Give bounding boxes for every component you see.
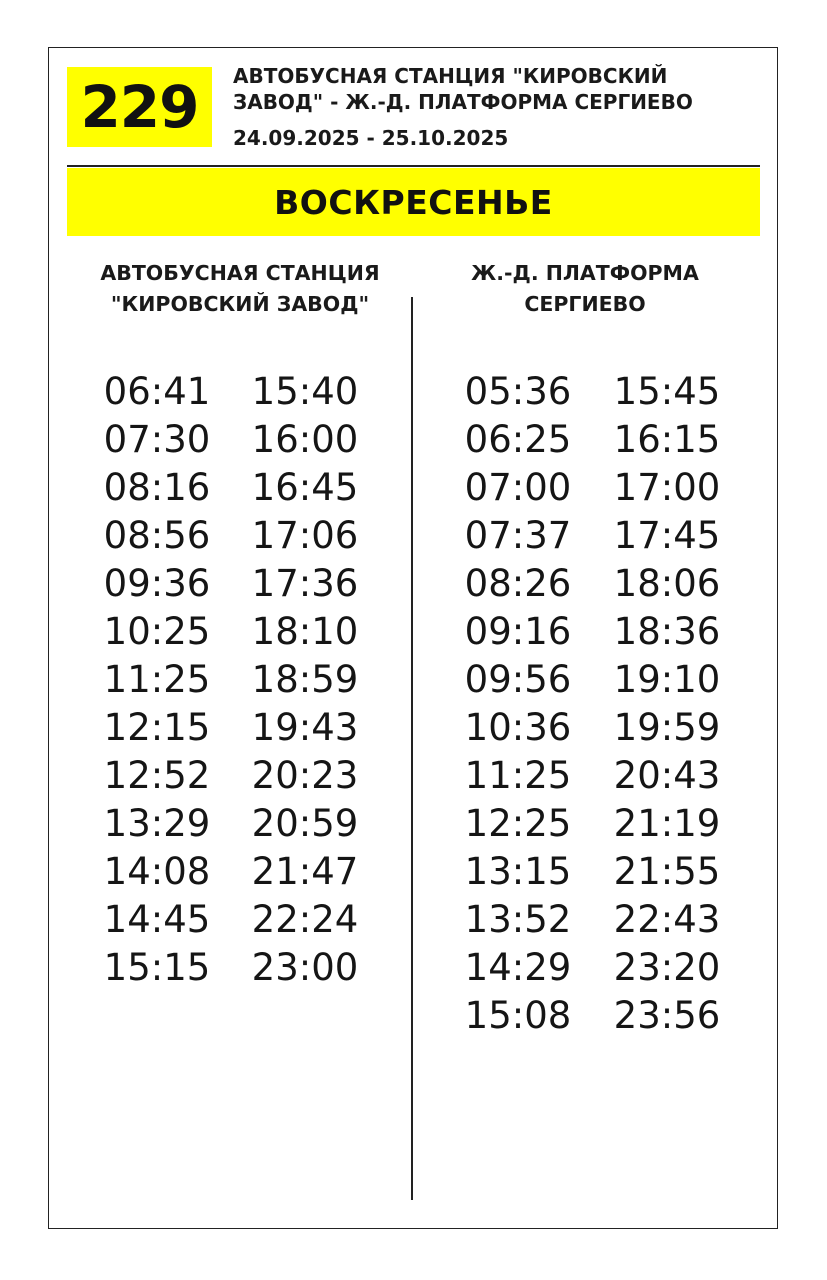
direction-header-sergievo: [420, 258, 750, 320]
departure-time: 05:36: [464, 370, 572, 413]
departure-time: 15:45: [613, 370, 721, 413]
departure-time: 12:15: [103, 706, 211, 749]
day-label: ВОСКРЕСЕНЬЕ: [274, 182, 553, 222]
departure-time: 09:36: [103, 562, 211, 605]
day-banner: [67, 168, 760, 236]
departure-time: 20:59: [251, 802, 359, 845]
route-number-badge: [67, 67, 212, 147]
header-divider: [67, 165, 760, 167]
route-dates: 24.09.2025 - 25.10.2025: [233, 126, 509, 150]
departure-time: 14:45: [103, 898, 211, 941]
direction-title-line1: АВТОБУСНАЯ СТАНЦИЯ: [100, 261, 380, 285]
departure-time: 17:00: [613, 466, 721, 509]
departure-time: 09:16: [464, 610, 572, 653]
departure-time: 15:15: [103, 946, 211, 989]
departure-time: 17:06: [251, 514, 359, 557]
departure-time: 18:36: [613, 610, 721, 653]
departure-time: 14:29: [464, 946, 572, 989]
departure-time: 20:23: [251, 754, 359, 797]
departure-time: 19:43: [251, 706, 359, 749]
departure-time: 21:19: [613, 802, 721, 845]
departure-time: 18:59: [251, 658, 359, 701]
departure-time: 08:26: [464, 562, 572, 605]
departure-time: 07:30: [103, 418, 211, 461]
departure-time: 11:25: [103, 658, 211, 701]
departure-time: 13:52: [464, 898, 572, 941]
direction-header-kirovsky-zavod: [60, 258, 420, 320]
departure-time: 17:45: [613, 514, 721, 557]
departure-time: 08:56: [103, 514, 211, 557]
departure-time: 11:25: [464, 754, 572, 797]
departure-time: 17:36: [251, 562, 359, 605]
times-column: [443, 368, 593, 1040]
departure-time: 06:25: [464, 418, 572, 461]
column-divider: [411, 297, 413, 1200]
direction-title-line2: "КИРОВСКИЙ ЗАВОД": [110, 292, 370, 316]
departure-time: 13:15: [464, 850, 572, 893]
departure-time: 21:55: [613, 850, 721, 893]
departure-time: 07:00: [464, 466, 572, 509]
departure-time: 12:25: [464, 802, 572, 845]
times-column: [592, 368, 742, 1040]
departure-time: 23:20: [613, 946, 721, 989]
departure-time: 10:25: [103, 610, 211, 653]
departure-time: 21:47: [251, 850, 359, 893]
route-name: АВТОБУСНАЯ СТАНЦИЯ "КИРОВСКИЙ ЗАВОД" - Ж.-Д. ПЛАТФОРМА СЕРГИЕВО: [233, 64, 693, 114]
departure-time: 13:29: [103, 802, 211, 845]
departure-time: 20:43: [613, 754, 721, 797]
departure-time: 22:24: [251, 898, 359, 941]
departure-time: 06:41: [103, 370, 211, 413]
departure-time: 12:52: [103, 754, 211, 797]
departure-time: 16:45: [251, 466, 359, 509]
departure-time: 19:59: [613, 706, 721, 749]
departure-time: 16:15: [613, 418, 721, 461]
departure-time: 15:08: [464, 994, 572, 1037]
departure-time: 23:00: [251, 946, 359, 989]
departure-time: 19:10: [613, 658, 721, 701]
departure-time: 23:56: [613, 994, 721, 1037]
route-number: 229: [80, 73, 199, 141]
departure-time: 18:10: [251, 610, 359, 653]
departure-time: 22:43: [613, 898, 721, 941]
departure-time: 10:36: [464, 706, 572, 749]
departure-time: 15:40: [251, 370, 359, 413]
departure-time: 18:06: [613, 562, 721, 605]
times-column: [82, 368, 232, 992]
departure-time: 16:00: [251, 418, 359, 461]
direction-title-line1: Ж.-Д. ПЛАТФОРМА: [471, 261, 699, 285]
departure-time: 07:37: [464, 514, 572, 557]
departure-time: 08:16: [103, 466, 211, 509]
departure-time: 09:56: [464, 658, 572, 701]
times-column: [230, 368, 380, 992]
direction-title-line2: СЕРГИЕВО: [524, 292, 646, 316]
departure-time: 14:08: [103, 850, 211, 893]
